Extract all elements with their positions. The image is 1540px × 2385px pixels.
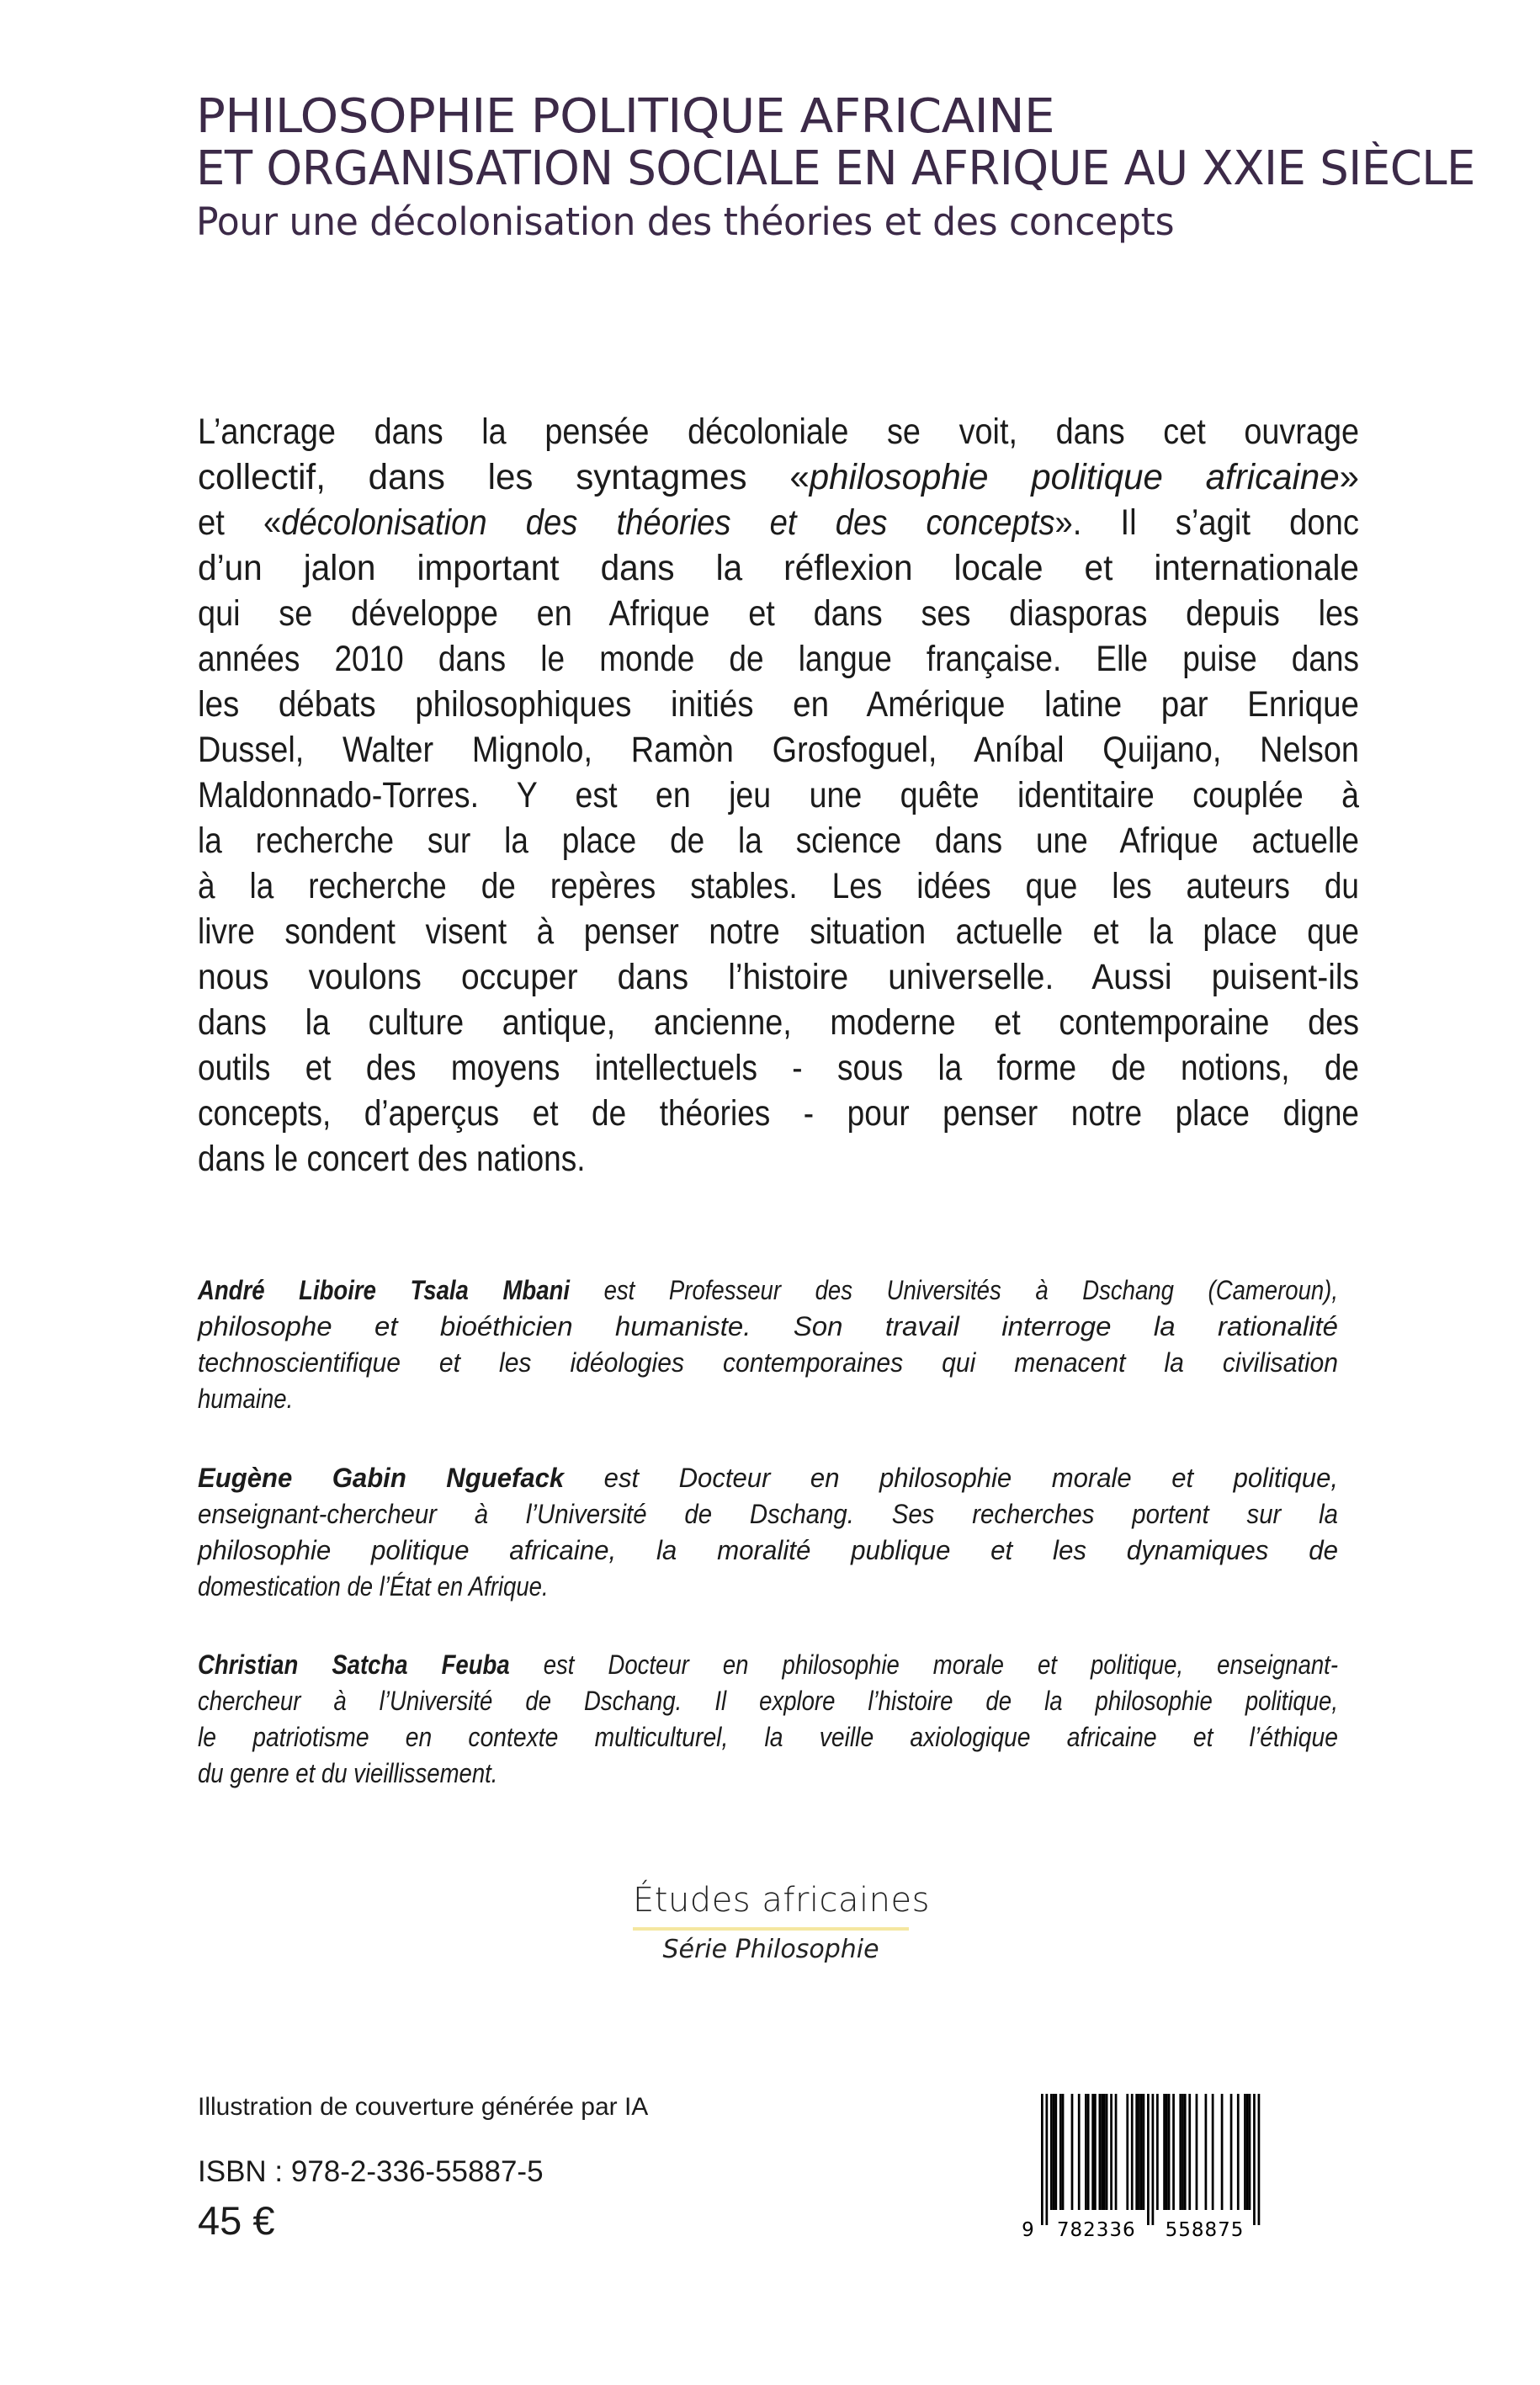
text-line [198, 1496, 1441, 1532]
text-run: les débats philosophiques initiés en Amérique latine par Enrique [198, 684, 1359, 725]
ean13-barcode-icon [993, 2092, 1271, 2244]
text-run: du genre et du vieillissement. [198, 1758, 498, 1788]
text-line [198, 1136, 648, 1182]
text-line [198, 409, 1519, 454]
text-run: est Professeur des Universités à Dschang (Cameroun), [569, 1275, 1338, 1305]
text-line [198, 1647, 1524, 1683]
author-name: Christian Satcha Feuba [198, 1649, 510, 1680]
text-line [198, 1569, 605, 1605]
text-line [198, 1091, 1540, 1136]
text-run: à la recherche de repères stables. Les idées que les auteurs du [198, 866, 1359, 906]
text-run: ». Il s’agit donc [1054, 502, 1359, 543]
text-run: domestication de l’État en Afrique. [198, 1571, 549, 1602]
text-line [198, 500, 1505, 545]
text-line [198, 773, 1527, 818]
author-name: Eugène Gabin Nguefack [198, 1463, 565, 1493]
text-line [198, 454, 1385, 500]
text-line [198, 636, 1540, 682]
svg-text:782336: 782336 [1056, 2219, 1136, 2241]
text-run: philosophie politique africaine, la moralité publique et les dynamiques de [198, 1535, 1338, 1565]
text-run: livre sondent visent à penser notre situation actuelle et la place que [198, 911, 1359, 952]
text-run: années 2010 dans le monde de langue française. Elle puise dans [198, 639, 1359, 679]
text-line [198, 1272, 1524, 1309]
text-run: dans le concert des nations. [198, 1139, 586, 1179]
text-run: qui se développe en Afrique et dans ses diasporas depuis les [198, 593, 1359, 634]
text-run: le patriotisme en contexte multiculturel, la veille axiologique africaine et l’éthique [198, 1722, 1338, 1752]
author-name: André Liboire Tsala Mbani [198, 1275, 570, 1305]
text-run: d’un jalon important dans la réflexion locale et internationale [198, 548, 1359, 588]
svg-text:9: 9 [1022, 2219, 1035, 2241]
text-line [198, 1045, 1540, 1091]
price: 45 € [198, 2198, 275, 2243]
text-run: est Docteur en philosophie morale et politique, enseignant- [509, 1649, 1338, 1680]
text-line [198, 909, 1540, 954]
text-run: chercheur à l’Université de Dschang. Il explore l’histoire de la philosophie politique, [198, 1686, 1338, 1716]
text-run: collectif, dans les syntagmes « [198, 457, 810, 497]
italic-phrase: philosophie politique africaine [809, 457, 1340, 497]
text-line [198, 545, 1429, 591]
text-line [198, 1756, 546, 1792]
text-run: concepts, d’aperçus et de théories - pour penser notre place digne [198, 1093, 1359, 1134]
collection-name: Études africaines [633, 1881, 930, 1920]
isbn: ISBN : 978-2-336-55887-5 [198, 2155, 544, 2188]
text-run: Dussel, Walter Mignolo, Ramòn Grosfoguel, Aníbal Quijano, Nelson [198, 730, 1359, 770]
text-run: » [1339, 457, 1359, 497]
text-line [198, 682, 1493, 727]
text-run: nous voulons occuper dans l’histoire universelle. Aussi puisent-ils [198, 957, 1359, 997]
text-run: Maldonnado-Torres. Y est en jeu une quête identitaire couplée à [198, 775, 1359, 815]
text-line [198, 1309, 1338, 1345]
text-run: outils et des moyens intellectuels - sous la forme de notions, de [198, 1048, 1359, 1088]
text-run: philosophe et bioéthicien humaniste. Son travail interroge la rationalité [198, 1311, 1338, 1341]
text-line [198, 1532, 1364, 1569]
text-line [198, 818, 1540, 863]
collection-logo [633, 1875, 930, 1969]
text-run: humaine. [198, 1384, 294, 1414]
text-line [198, 1000, 1519, 1045]
book-subtitle: Pour une décolonisation des théories et des concepts [196, 199, 1175, 244]
svg-text:558875: 558875 [1165, 2219, 1245, 2241]
text-line [198, 1381, 309, 1417]
text-run: et « [198, 502, 282, 543]
italic-phrase: décolonisation des théories et des concepts [281, 502, 1055, 543]
book-title-line-2: ET ORGANISATION SOCIALE EN AFRIQUE AU XXIE SIÈCLE [196, 141, 1475, 196]
text-run: L’ancrage dans la pensée décoloniale se voit, dans cet ouvrage [198, 412, 1359, 452]
book-title-line-1: PHILOSOPHIE POLITIQUE AFRICAINE [196, 89, 1055, 144]
text-run: la recherche sur la place de la science dans une Afrique actuelle [198, 821, 1359, 861]
text-line [198, 1345, 1410, 1381]
text-line [198, 591, 1516, 636]
text-line [198, 954, 1479, 1000]
collection-series: Série Philosophie [662, 1935, 879, 1964]
text-run: technoscientifique et les idéologies contemporaines qui menacent la civilisation [198, 1347, 1338, 1378]
text-run: est Docteur en philosophie morale et politique, [564, 1463, 1338, 1493]
text-line [198, 1719, 1488, 1756]
text-run: dans la culture antique, ancienne, moderne et contemporaine des [198, 1002, 1359, 1043]
text-run: enseignant-chercheur à l’Université de Dschang. Ses recherches portent sur la [198, 1499, 1338, 1529]
text-line [198, 863, 1540, 909]
text-line [198, 1460, 1372, 1496]
cover-illustration-credit: Illustration de couverture générée par IA [198, 2093, 649, 2121]
text-line [198, 727, 1516, 773]
text-line [198, 1683, 1524, 1719]
